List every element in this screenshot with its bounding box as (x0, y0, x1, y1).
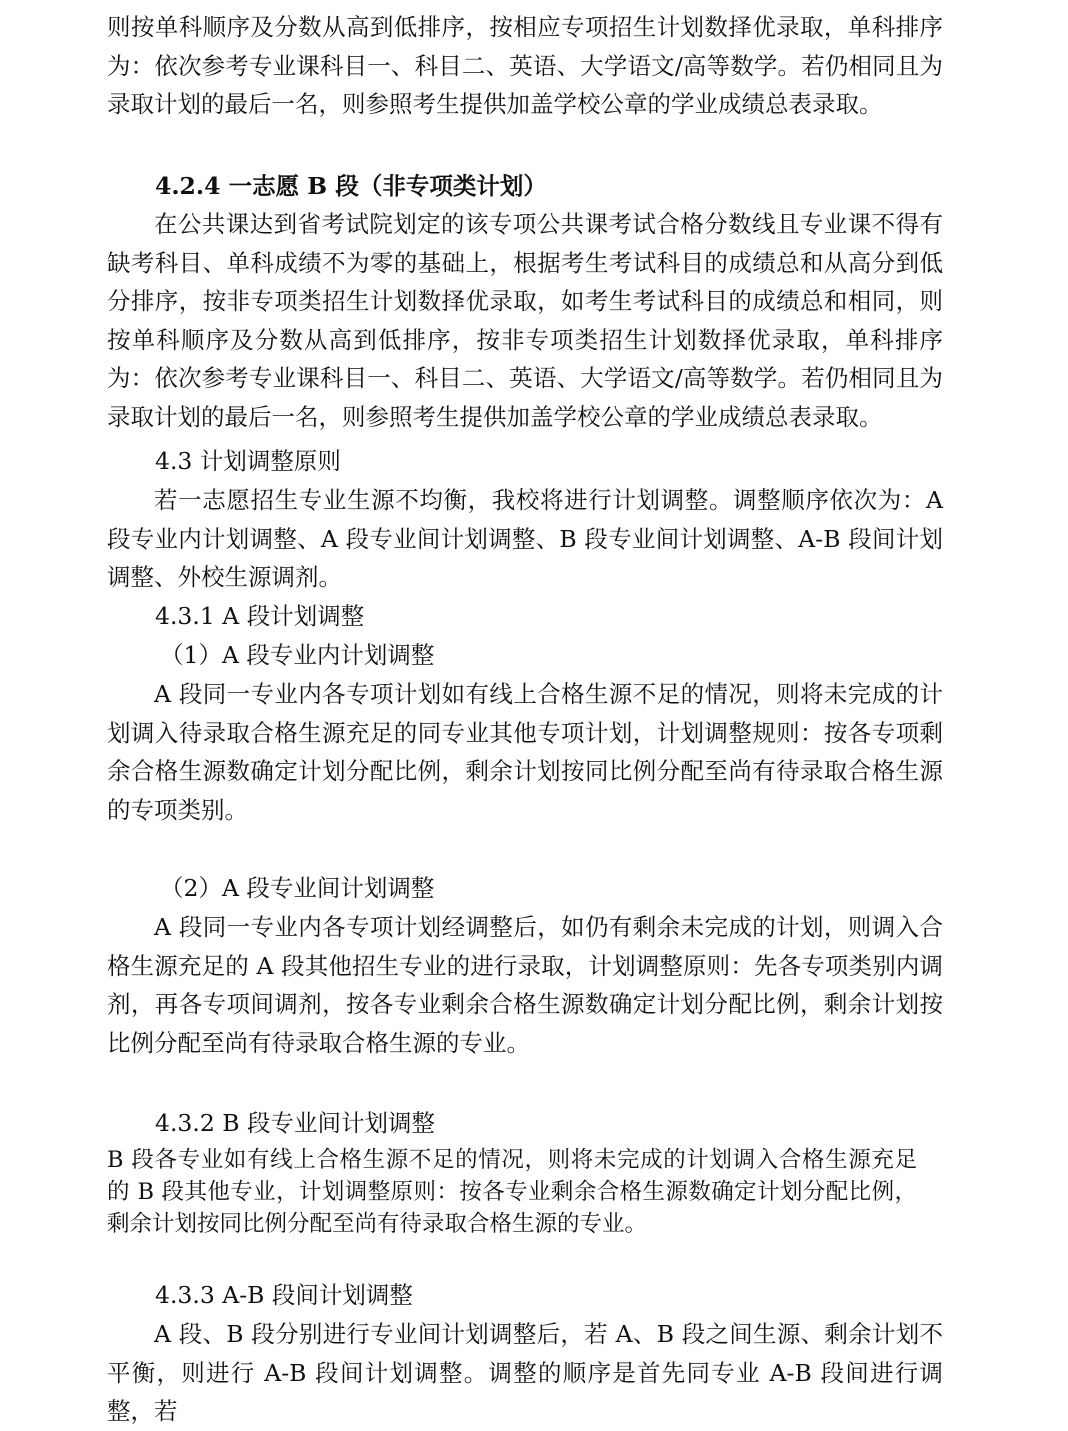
paragraph-4-3: 若一志愿招生专业生源不均衡，我校将进行计划调整。调整顺序依次为：A 段专业内计划调整、A 段专业间计划调整、B 段专业间计划调整、A-B 段间计划调整、外校生源调剂。 (107, 486, 943, 591)
paragraph-4-3-1-item-2: A 段同一专业内各专项计划经调整后，如仍有剩余未完成的计划，则调入合格生源充足的 A 段其他招生专业的进行录取，计划调整原则：先各专项类别内调剂，再各专项间调剂，按各专业剩余合格生源数确定计划分配比例，剩余计划按比例分配至尚有待录取合格生源的专业。 (107, 913, 943, 1057)
paragraph-4-3-1-item-1: A 段同一专业内各专项计划如有线上合格生源不足的情况，则将未完成的计划调入待录取合格生源充足的同专业其他专项计划，计划调整规则：按各专项剩余合格生源数确定计划分配比例，剩余计划按同比例分配至尚有待录取合格生源的专项类别。 (107, 680, 943, 824)
heading-4-3-2: 4.3.2 B 段专业间计划调整 (155, 1109, 436, 1137)
heading-4-3-1: 4.3.1 A 段计划调整 (155, 602, 365, 630)
heading-4-3-1-item-2: （2）A 段专业间计划调整 (160, 874, 435, 902)
paragraph-admission-order-continued: 则按单科顺序及分数从高到低排序，按相应专项招生计划数择优录取，单科排序为：依次参考专业课科目一、科目二、英语、大学语文/高等数学。若仍相同且为录取计划的最后一名，则参照考生提供加盖学校公章的学业成绩总表录取。 (107, 13, 943, 118)
paragraph-4-3-2: B 段各专业如有线上合格生源不足的情况，则将未完成的计划调入合格生源充足的 B 段其他专业，计划调整原则：按各专业剩余合格生源数确定计划分配比例，剩余计划按同比例分配至尚有待录取合格生源的专业。 (107, 1147, 917, 1237)
paragraph-4-3-3: A 段、B 段分别进行专业间计划调整后，若 A、B 段之间生源、剩余计划不平衡，则进行 A-B 段间计划调整。调整的顺序是首先同专业 A-B 段间进行调整，若 (107, 1320, 943, 1425)
paragraph-4-2-4: 在公共课达到省考试院划定的该专项公共课考试合格分数线且专业课不得有缺考科目、单科成绩不为零的基础上，根据考生考试科目的成绩总和从高分到低分排序，按非专项类招生计划数择优录取，如考生考试科目的成绩总和相同，则按单科顺序及分数从高到低排序，按非专项类招生计划数择优录取，单科排序为：依次参考专业课科目一、科目二、英语、大学语文/高等数学。若仍相同且为录取计划的最后一名，则参照考生提供加盖学校公章的学业成绩总表录取。 (107, 210, 943, 431)
heading-4-3-1-item-1: （1）A 段专业内计划调整 (160, 641, 435, 669)
heading-4-3: 4.3 计划调整原则 (155, 447, 341, 475)
heading-4-3-3: 4.3.3 A-B 段间计划调整 (155, 1281, 413, 1309)
heading-4-2-4: 4.2.4 一志愿 B 段（非专项类计划） (155, 172, 547, 200)
